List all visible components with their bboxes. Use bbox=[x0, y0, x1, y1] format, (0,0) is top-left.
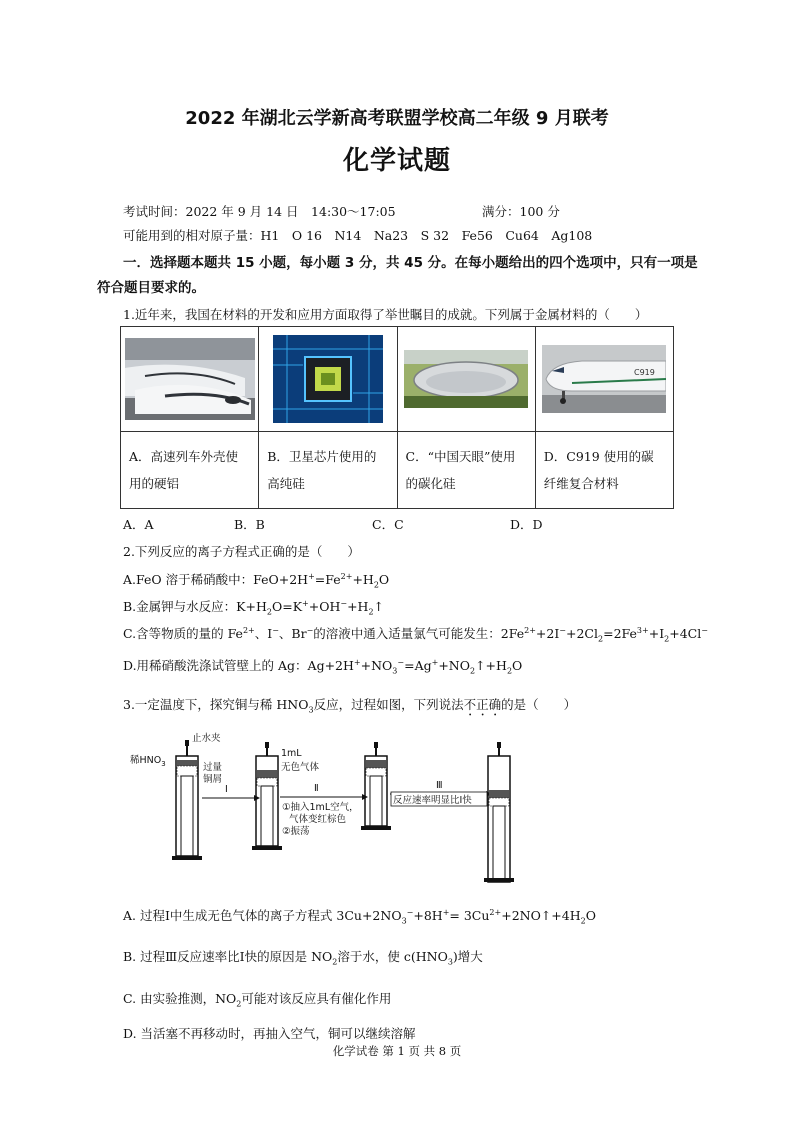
full-score: 满分：100 分 bbox=[482, 204, 560, 219]
atomic-masses: 可能用到的相对原子量：H1 O 16 N14 Na23 S 32 Fe56 Cu64 Ag108 bbox=[123, 228, 593, 243]
q3-stem: 3.一定温度下，探究铜与稀 $HNO_3$反应，过程如图，下列说法不正确的是（ ） bbox=[123, 697, 577, 715]
q1-cell-a-image bbox=[121, 327, 259, 432]
operation-1b-label: 气体变红棕色 bbox=[289, 814, 347, 825]
step-3-label: Ⅲ bbox=[436, 780, 443, 791]
q1-cell-a-text: A．高速列车外壳使用的硬铝 bbox=[121, 432, 259, 509]
rate-label: 反应速率明显比Ⅰ快 bbox=[393, 795, 472, 806]
q3-option-d[interactable]: D. 当活塞不再移动时，再抽入空气，铜可以继续溶解 bbox=[123, 1026, 416, 1041]
q3-option-b[interactable]: B. 过程Ⅲ反应速率比Ⅰ快的原因是 $NO_2$溶于水，使 $c(HNO_3)$增大 bbox=[123, 949, 483, 967]
q2-option-b[interactable]: B.金属钾与水反应：$K+H_2O=K^++OH^-+H_2↑$ bbox=[123, 598, 385, 617]
chip-photo bbox=[273, 335, 383, 423]
clip-label: 止水夹 bbox=[192, 733, 221, 744]
syringe-1 bbox=[172, 740, 202, 860]
section-heading-line2: 符合题目要求的。 bbox=[97, 280, 205, 296]
q1-option-table bbox=[120, 326, 674, 509]
acid-label: 稀$HNO_3$ bbox=[130, 755, 166, 768]
syringe-3 bbox=[361, 742, 391, 830]
q2-option-c[interactable]: C.含等物质的量的 $Fe^{2+}$、I−、Br−的溶液中通入适量氯气可能发生：$2Fe^{2+}+2I^-+2Cl_2=2Fe^{3+}+I_2+4Cl^-$ bbox=[123, 625, 708, 644]
operation-2-label: ②振荡 bbox=[282, 826, 310, 837]
subject-title: 化学试题 bbox=[342, 146, 451, 176]
q2-option-a[interactable]: A.FeO 溶于稀硝酸中：$FeO+2H^+=Fe^{2+}+H_2O$ bbox=[123, 571, 390, 590]
fast-telescope-photo bbox=[404, 350, 528, 408]
c919-plane-photo bbox=[542, 345, 666, 413]
plane-logo: C919 bbox=[634, 368, 656, 377]
excess-label: 过量 bbox=[203, 762, 223, 773]
q3-option-a[interactable]: A. 过程Ⅰ中生成无色气体的离子方程式 $3Cu+2NO_3^-+8H^+=$ $3Cu^{2+}+2NO↑+4H_2O$ bbox=[123, 907, 596, 926]
operation-1-label: ①抽入1mL空气， bbox=[282, 802, 359, 813]
q1-choice-c[interactable]: C．C bbox=[372, 517, 404, 532]
colorless-gas-label: 无色气体 bbox=[281, 762, 320, 773]
q1-cell-b-image bbox=[259, 327, 397, 432]
q1-cell-c-text: C．“中国天眼”使用的碳化硅 bbox=[397, 432, 535, 509]
q1-choice-a[interactable]: A．A bbox=[123, 517, 154, 532]
page-footer: 化学试卷 第 1 页 共 8 页 bbox=[332, 1044, 462, 1058]
q3-emphasis: 不正确 bbox=[463, 697, 502, 712]
q1-cell-b-text: B．卫星芯片使用的高纯硅 bbox=[259, 432, 397, 509]
q3-apparatus-diagram bbox=[128, 730, 528, 885]
q1-cell-d-image bbox=[535, 327, 673, 432]
q1-stem: 1.近年来，我国在材料的开发和应用方面取得了举世瞩目的成就。下列属于金属材料的（ ） bbox=[123, 307, 648, 322]
q1-cell-d-text: D．C919 使用的碳纤维复合材料 bbox=[535, 432, 673, 509]
syringe-4 bbox=[484, 742, 514, 882]
q1-choice-b[interactable]: B．B bbox=[234, 517, 265, 532]
bullet-train-photo bbox=[125, 338, 255, 420]
step-1-label: Ⅰ bbox=[225, 784, 228, 795]
q1-choice-d[interactable]: D．D bbox=[510, 517, 543, 532]
section-heading-line1: 一．选择题本题共 15 小题，每小题 3 分，共 45 分。在每小题给出的四个选项中，只有一项是 bbox=[123, 255, 698, 271]
q1-cell-c-image bbox=[397, 327, 535, 432]
q2-option-d[interactable]: D.用稀硝酸洗涤试管壁上的 Ag：$Ag+2H^++NO_3^-=Ag^++NO_2↑+H_2O$ bbox=[123, 657, 523, 676]
syringe-2 bbox=[252, 742, 282, 850]
q3-option-c[interactable]: C. 由实验推测，$NO_2$可能对该反应具有催化作用 bbox=[123, 991, 392, 1009]
q2-stem: 2.下列反应的离子方程式正确的是（ ） bbox=[123, 544, 360, 559]
step-2-label: Ⅱ bbox=[314, 783, 319, 794]
exam-title: 2022 年湖北云学新高考联盟学校高二年级 9 月联考 bbox=[185, 108, 609, 129]
gas-volume-label: 1mL bbox=[281, 748, 302, 759]
copper-label: 铜屑 bbox=[203, 774, 223, 785]
exam-time: 考试时间：2022 年 9 月 14 日 14:30～17:05 bbox=[123, 204, 396, 219]
